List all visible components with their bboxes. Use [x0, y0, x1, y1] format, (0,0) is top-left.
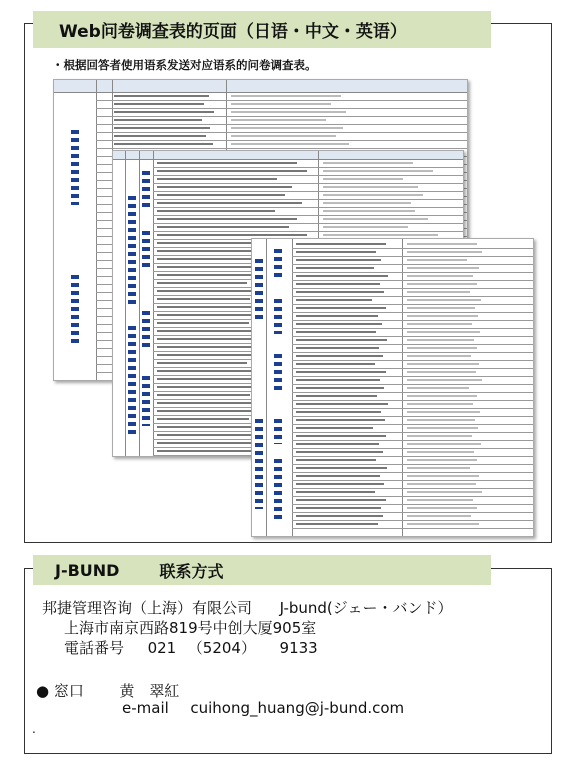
category-vertical-label [71, 275, 79, 345]
email-line [122, 699, 404, 717]
email-address[interactable]: cuihong_huang@j-bund.com [190, 699, 405, 717]
contact-header-banner [33, 555, 491, 585]
address: 上海市南京西路819号中创大厦905室 [64, 619, 317, 637]
category-vertical-label [71, 130, 79, 205]
category-vertical-label [128, 196, 136, 306]
brand-name: J-BUND [55, 560, 120, 580]
category-vertical-label [255, 259, 263, 319]
contact-person: 黄 翠紅 [119, 682, 180, 700]
phone-line [64, 637, 318, 658]
questionnaire-page-english [251, 238, 534, 537]
trailing-mark: . [32, 722, 36, 736]
phone-area-code: 021 [147, 639, 177, 657]
window-label: ● 窓口 [36, 682, 84, 700]
category-vertical-label [255, 419, 263, 509]
company-line [42, 597, 453, 618]
contact-label: 联系方式 [159, 561, 224, 581]
doc-rows [292, 241, 533, 529]
contact-person-line [36, 680, 179, 701]
contact-section-frame [24, 568, 552, 754]
company-name-jp: J-bund(ジェー・バンド） [279, 599, 453, 617]
doc-header-row [54, 80, 467, 93]
phone-label: 電話番号 [64, 639, 125, 657]
section-title: Web问卷调查表的页面（日语・中文・英语） [59, 22, 407, 42]
email-label: e-mail [122, 699, 169, 717]
section-title-banner [33, 11, 491, 48]
phone-exchange: （5204） [187, 639, 256, 657]
phone-number: 9133 [279, 639, 318, 657]
company-name-cn: 邦捷管理咨询（上海）有限公司 [42, 599, 253, 617]
category-vertical-label [128, 326, 136, 436]
section-subtitle: ・根据回答者使用语系发送对应语系的问卷调查表。 [52, 58, 317, 72]
